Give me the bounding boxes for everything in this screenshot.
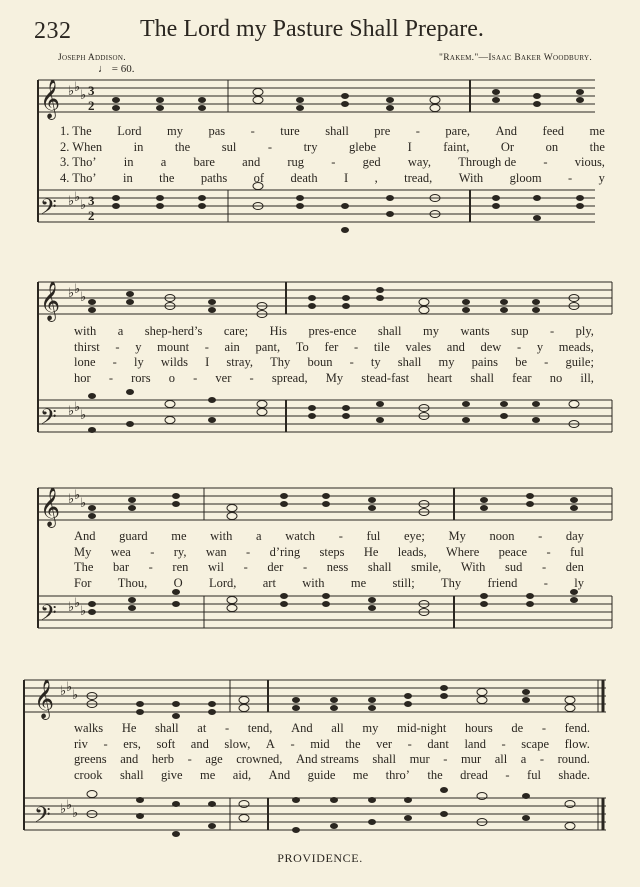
lyric-syllable: pant, bbox=[255, 339, 281, 354]
lyric-syllable: ill, bbox=[580, 370, 594, 385]
lyric-syllable: And bbox=[268, 767, 291, 782]
lyric-syllable: and bbox=[242, 155, 261, 169]
lyric-syllable: With bbox=[460, 560, 486, 574]
author-credit: Joseph Addison. bbox=[58, 53, 126, 63]
lyric-syllable: - bbox=[549, 324, 555, 338]
svg-text:♭: ♭ bbox=[68, 403, 75, 418]
lyric-syllable: give bbox=[161, 767, 183, 782]
lyric-syllable: ry, bbox=[173, 544, 187, 559]
lyric-syllable: of bbox=[253, 170, 265, 185]
lyric-syllable: a bbox=[160, 155, 167, 169]
lyric-syllable: - bbox=[246, 544, 251, 559]
lyric-syllable: sul bbox=[221, 139, 237, 154]
svg-text:♭: ♭ bbox=[80, 289, 87, 304]
composer-credit: "Rakem."—Isaac Baker Woodbury. bbox=[439, 53, 592, 63]
lyric-syllable: - bbox=[567, 170, 573, 185]
lyric-syllable: leads, bbox=[397, 544, 427, 559]
lyric-syllable: land bbox=[464, 736, 486, 751]
svg-text:♭: ♭ bbox=[66, 797, 73, 812]
lyric-syllable: pains bbox=[471, 355, 499, 369]
lyric-syllable: round. bbox=[557, 752, 590, 766]
lyric-syllable: stray, bbox=[226, 355, 254, 369]
lyric-syllable: His bbox=[269, 324, 288, 338]
lyric-syllable: with bbox=[210, 529, 233, 543]
lyric-syllable: - bbox=[353, 339, 359, 354]
lyric-syllable: - bbox=[267, 139, 273, 154]
lyric-syllable: pres-ence bbox=[308, 324, 357, 338]
lyric-syllable: ver bbox=[376, 736, 393, 751]
lyric-syllable: - bbox=[415, 124, 420, 138]
lyric-syllable: stead-fast bbox=[361, 370, 410, 385]
lyric-syllable: - bbox=[302, 560, 308, 574]
svg-text:𝄢: 𝄢 bbox=[40, 405, 57, 435]
lyric-syllable: shep-herd’s bbox=[144, 324, 203, 338]
lyric-syllable: ply, bbox=[575, 324, 594, 338]
lyric-syllable: on bbox=[545, 139, 559, 154]
lyric-syllable: way, bbox=[407, 155, 431, 169]
lyric-syllable: crook bbox=[74, 767, 103, 782]
lyric-syllable: 1. The bbox=[60, 124, 92, 138]
lyric-syllable: - bbox=[539, 752, 545, 766]
lyric-syllable: tread, bbox=[404, 170, 433, 185]
svg-text:𝄞: 𝄞 bbox=[40, 79, 61, 119]
svg-text:𝄞: 𝄞 bbox=[34, 679, 55, 719]
lyric-syllable: a bbox=[117, 324, 124, 338]
lyric-syllable: To bbox=[295, 339, 309, 354]
lyric-syllable: , bbox=[374, 170, 378, 185]
lyric-syllable: my bbox=[422, 324, 439, 338]
svg-text:♭: ♭ bbox=[60, 683, 67, 698]
svg-text:♭: ♭ bbox=[68, 491, 75, 506]
lyric-syllable: all bbox=[494, 752, 508, 766]
lyric-syllable: He bbox=[363, 544, 379, 559]
lyric-syllable: wan bbox=[205, 544, 227, 559]
lyric-syllable: - bbox=[543, 155, 548, 169]
lyric-syllable: ly bbox=[574, 575, 584, 590]
lyric-syllable: sup bbox=[511, 324, 529, 338]
svg-text:♭: ♭ bbox=[68, 193, 75, 208]
lyric-syllable: me bbox=[350, 575, 367, 590]
lyric-syllable: ful bbox=[527, 767, 541, 782]
lyric-syllable: care; bbox=[223, 324, 249, 338]
lyric-syllable: shall bbox=[367, 560, 392, 574]
lyric-syllable: I bbox=[205, 355, 210, 369]
lyric-syllable: faint, bbox=[443, 139, 470, 154]
lyric-syllable: ain bbox=[224, 339, 240, 354]
lyric-syllable: eye; bbox=[404, 529, 425, 543]
lyric-syllable: herb bbox=[151, 752, 175, 766]
lyric-syllable: y bbox=[598, 170, 605, 185]
lyric-syllable: paths bbox=[200, 170, 228, 185]
lyric-syllable: wil bbox=[207, 560, 224, 574]
lyric-syllable: art bbox=[262, 575, 276, 590]
lyric-syllable: - bbox=[541, 721, 546, 735]
lyric-syllable: And bbox=[74, 529, 96, 543]
lyric-syllable: 4. Tho’ bbox=[60, 170, 97, 185]
lyric-syllable: ture bbox=[280, 124, 300, 138]
lyric-syllable: o bbox=[168, 370, 175, 385]
lyric-syllable: slow, bbox=[224, 736, 251, 751]
lyric-syllable: the bbox=[174, 139, 191, 154]
svg-text:♭: ♭ bbox=[74, 79, 81, 94]
lyric-syllable: Through de bbox=[458, 155, 517, 169]
svg-text:𝄞: 𝄞 bbox=[40, 487, 61, 527]
lyric-syllable: - bbox=[108, 370, 113, 385]
lyric-syllable: wea bbox=[110, 544, 131, 559]
lyric-syllable: and bbox=[446, 339, 465, 354]
lyric-syllable: - bbox=[115, 339, 120, 354]
lyric-syllable: shall bbox=[119, 767, 144, 782]
lyric-syllable: guard bbox=[119, 529, 148, 543]
lyric-syllable: I bbox=[344, 170, 349, 185]
lyric-syllable: my bbox=[438, 355, 455, 369]
lyric-syllable: The bbox=[74, 560, 94, 574]
lyric-syllable: - bbox=[407, 736, 412, 751]
lyric-syllable: And bbox=[495, 124, 518, 138]
lyric-syllable: - bbox=[349, 355, 354, 369]
lyric-syllable: glebe bbox=[348, 139, 377, 154]
lyric-line bbox=[74, 737, 590, 753]
lyric-syllable: thirst bbox=[74, 339, 100, 354]
lyric-syllable: mid bbox=[310, 736, 330, 751]
lyric-syllable: And streams bbox=[295, 752, 359, 766]
lyric-syllable: the bbox=[345, 736, 361, 751]
lyric-syllable: smile, bbox=[411, 560, 442, 574]
lyric-syllable: scape bbox=[521, 736, 550, 751]
svg-text:♭: ♭ bbox=[68, 83, 75, 98]
lyric-syllable: ful bbox=[366, 529, 381, 543]
svg-text:2: 2 bbox=[88, 98, 95, 113]
lyric-syllable: vious, bbox=[574, 155, 605, 169]
lyric-syllable: - bbox=[193, 370, 198, 385]
lyric-syllable: heart bbox=[427, 370, 453, 385]
lyric-syllable: hours bbox=[464, 721, 493, 735]
lyric-syllable: ful bbox=[569, 544, 584, 559]
lyric-syllable: ged bbox=[362, 155, 381, 169]
lyric-syllable: I bbox=[407, 139, 412, 154]
lyric-syllable: dread bbox=[460, 767, 488, 782]
lyric-syllable: O bbox=[173, 575, 183, 590]
lyric-syllable: fend. bbox=[564, 721, 590, 735]
lyric-syllable: mid-night bbox=[397, 721, 447, 735]
lyric-syllable: - bbox=[542, 560, 547, 574]
svg-text:𝄢: 𝄢 bbox=[40, 601, 57, 631]
lyric-syllable: - bbox=[544, 355, 549, 369]
lyric-syllable: ers, bbox=[123, 736, 141, 751]
lyric-syllable: soft bbox=[156, 736, 176, 751]
lyric-syllable: mur bbox=[461, 752, 482, 766]
lyric-syllable: crowned, bbox=[236, 752, 283, 766]
lyric-syllable: der bbox=[267, 560, 284, 574]
lyric-syllable: me bbox=[352, 767, 369, 782]
lyric-syllable: the bbox=[589, 139, 605, 154]
lyric-syllable: - bbox=[150, 544, 155, 559]
lyric-syllable: shall bbox=[470, 370, 495, 385]
lyric-line bbox=[74, 768, 590, 784]
lyric-syllable: all bbox=[331, 721, 344, 735]
lyric-syllable: Thou, bbox=[117, 575, 148, 590]
lyric-syllable: 3. Tho’ bbox=[60, 155, 97, 169]
lyric-syllable: shall bbox=[155, 721, 179, 735]
lyric-syllable: aid, bbox=[232, 767, 252, 782]
lyric-syllable: steps bbox=[319, 544, 345, 559]
lyric-syllable: me bbox=[200, 767, 216, 782]
lyric-syllable: - bbox=[187, 752, 192, 766]
lyric-syllable: pas bbox=[208, 124, 226, 138]
lyric-syllable: - bbox=[243, 560, 248, 574]
lyric-syllable: my bbox=[362, 721, 379, 735]
lyric-syllable: tile bbox=[373, 339, 390, 354]
lyric-syllable: Lord bbox=[117, 124, 142, 138]
lyric-syllable: riv bbox=[74, 736, 88, 751]
lyric-syllable: de bbox=[511, 721, 524, 735]
lyric-syllable: Lord, bbox=[208, 575, 237, 590]
lyric-syllable: meads, bbox=[558, 339, 594, 354]
svg-text:♭: ♭ bbox=[74, 399, 81, 414]
svg-text:2: 2 bbox=[88, 208, 95, 223]
lyric-syllable: no bbox=[549, 370, 563, 385]
lyric-syllable: wants bbox=[460, 324, 490, 338]
lyric-syllable: in bbox=[123, 170, 133, 185]
lyric-syllable: vales bbox=[405, 339, 432, 354]
lyric-syllable: - bbox=[250, 124, 255, 138]
svg-text:𝄢: 𝄢 bbox=[34, 803, 51, 833]
hymn-title: The Lord my Pasture Shall Prepare. bbox=[140, 16, 484, 42]
lyric-syllable: mount bbox=[157, 339, 190, 354]
svg-text:♭: ♭ bbox=[74, 189, 81, 204]
lyric-syllable: sud bbox=[505, 560, 523, 574]
lyric-syllable: mur bbox=[409, 752, 430, 766]
lyric-syllable: - bbox=[112, 355, 117, 369]
lyric-syllable: - bbox=[538, 529, 543, 543]
lyric-syllable: ty bbox=[370, 355, 381, 369]
lyric-syllable: Thy bbox=[270, 355, 291, 369]
lyric-syllable: My bbox=[325, 370, 344, 385]
lyric-syllable: A bbox=[265, 736, 275, 751]
lyric-syllable: in bbox=[123, 155, 134, 169]
lyric-syllable: boun bbox=[307, 355, 333, 369]
lyric-syllable: My bbox=[74, 544, 92, 559]
lyric-syllable: y bbox=[536, 339, 544, 354]
lyric-syllable: day bbox=[565, 529, 584, 543]
lyric-syllable: - bbox=[331, 155, 336, 169]
lyric-syllable: with bbox=[74, 324, 97, 338]
lyric-syllable: rug bbox=[287, 155, 305, 169]
lyric-syllable: dew bbox=[480, 339, 502, 354]
lyric-syllable: at bbox=[197, 721, 207, 735]
lyric-syllable: gloom bbox=[509, 170, 542, 185]
lyric-syllable: - bbox=[224, 721, 230, 735]
svg-text:♭: ♭ bbox=[60, 801, 67, 816]
lyric-syllable: feed bbox=[542, 124, 565, 138]
lyric-syllable: dant bbox=[427, 736, 449, 751]
lyric-syllable: walks bbox=[74, 721, 104, 735]
lyric-syllable: For bbox=[74, 575, 92, 590]
lyric-syllable: ness bbox=[326, 560, 349, 574]
lyric-syllable: My bbox=[448, 529, 466, 543]
lyric-syllable: Where bbox=[445, 544, 480, 559]
lyric-syllable: - bbox=[501, 736, 506, 751]
lyric-syllable: lone bbox=[74, 355, 96, 369]
lyric-syllable: shall bbox=[372, 752, 396, 766]
lyric-syllable: fear bbox=[512, 370, 532, 385]
lyric-syllable: 2. When bbox=[60, 139, 103, 154]
lyric-syllable: friend bbox=[487, 575, 518, 590]
lyric-syllable: hor bbox=[74, 370, 91, 385]
lyric-syllable: Thy bbox=[441, 575, 462, 590]
lyric-syllable: - bbox=[249, 370, 254, 385]
lyric-syllable: pre bbox=[374, 124, 391, 138]
svg-text:♭: ♭ bbox=[80, 87, 87, 102]
lyric-syllable: a bbox=[520, 752, 527, 766]
lyric-syllable: noon bbox=[489, 529, 515, 543]
verse-lyrics-4 bbox=[74, 721, 590, 783]
lyric-syllable: shall bbox=[377, 324, 402, 338]
lyric-syllable: with bbox=[302, 575, 325, 590]
lyric-syllable: guile; bbox=[565, 355, 594, 369]
lyric-syllable: me bbox=[589, 124, 605, 138]
lyric-syllable: flow. bbox=[564, 736, 590, 751]
svg-text:♭: ♭ bbox=[74, 487, 81, 502]
svg-text:♭: ♭ bbox=[80, 495, 87, 510]
lyric-line bbox=[74, 752, 590, 768]
lyric-syllable: still; bbox=[392, 575, 415, 590]
tune-name: PROVIDENCE. bbox=[277, 851, 363, 865]
tempo-marking: ♩ = 60. bbox=[98, 63, 135, 75]
svg-text:♭: ♭ bbox=[80, 197, 87, 212]
lyric-syllable: guide bbox=[307, 767, 336, 782]
lyric-syllable: - bbox=[338, 529, 343, 543]
lyric-syllable: den bbox=[565, 560, 584, 574]
lyric-syllable: shade. bbox=[558, 767, 590, 782]
lyric-syllable: greens bbox=[74, 752, 107, 766]
svg-text:♭: ♭ bbox=[74, 281, 81, 296]
page-number: 232 bbox=[34, 18, 72, 44]
lyric-syllable: - bbox=[546, 544, 551, 559]
lyric-syllable: and bbox=[190, 736, 209, 751]
lyric-syllable: try bbox=[303, 139, 318, 154]
lyric-syllable: y bbox=[135, 339, 142, 354]
lyric-syllable: ren bbox=[172, 560, 189, 574]
svg-text:♭: ♭ bbox=[72, 687, 79, 702]
lyric-syllable: wilds bbox=[160, 355, 188, 369]
lyric-syllable: shall bbox=[325, 124, 349, 138]
lyric-syllable: watch bbox=[285, 529, 316, 543]
lyric-syllable: - bbox=[103, 736, 108, 751]
lyric-syllable: And bbox=[291, 721, 313, 735]
svg-text:3: 3 bbox=[88, 193, 95, 208]
lyric-syllable: bar bbox=[113, 560, 130, 574]
lyric-syllable: in bbox=[133, 139, 144, 154]
lyric-syllable: be bbox=[515, 355, 527, 369]
svg-text:♭: ♭ bbox=[80, 407, 87, 422]
lyric-syllable: me bbox=[171, 529, 187, 543]
svg-text:♭: ♭ bbox=[68, 285, 75, 300]
lyric-syllable: spread, bbox=[271, 370, 308, 385]
lyric-syllable: death bbox=[290, 170, 318, 185]
lyric-syllable: shall bbox=[397, 355, 422, 369]
lyric-syllable: bare bbox=[193, 155, 215, 169]
lyric-syllable: age bbox=[205, 752, 223, 766]
lyric-syllable: peace bbox=[498, 544, 528, 559]
lyric-syllable: - bbox=[204, 339, 209, 354]
lyric-line bbox=[74, 721, 590, 737]
lyric-syllable: - bbox=[516, 339, 522, 354]
lyric-syllable: tend, bbox=[247, 721, 273, 735]
lyric-syllable: ver bbox=[215, 370, 232, 385]
svg-text:𝄞: 𝄞 bbox=[40, 281, 61, 321]
svg-text:♭: ♭ bbox=[74, 595, 81, 610]
lyric-syllable: rors bbox=[131, 370, 151, 385]
svg-text:♭: ♭ bbox=[72, 805, 79, 820]
lyric-syllable: Or bbox=[500, 139, 515, 154]
lyric-syllable: - bbox=[148, 560, 153, 574]
svg-text:𝄢: 𝄢 bbox=[40, 195, 57, 225]
lyric-syllable: He bbox=[121, 721, 137, 735]
lyric-syllable: With bbox=[458, 170, 484, 185]
svg-text:♭: ♭ bbox=[68, 599, 75, 614]
lyric-syllable: ly bbox=[133, 355, 144, 369]
svg-text:♭: ♭ bbox=[80, 603, 87, 618]
lyric-syllable: thro’ bbox=[385, 767, 410, 782]
lyric-syllable: - bbox=[505, 767, 510, 782]
lyric-syllable: - bbox=[443, 752, 448, 766]
lyric-syllable: d’ring bbox=[269, 544, 301, 559]
lyric-syllable: and bbox=[120, 752, 139, 766]
lyric-syllable: - bbox=[543, 575, 548, 590]
lyric-syllable: pare, bbox=[445, 124, 471, 138]
lyric-syllable: my bbox=[167, 124, 183, 138]
svg-text:3: 3 bbox=[88, 83, 95, 98]
lyric-syllable: the bbox=[159, 170, 175, 185]
lyric-syllable: fer bbox=[324, 339, 339, 354]
lyric-syllable: - bbox=[290, 736, 295, 751]
lyric-syllable: the bbox=[427, 767, 443, 782]
svg-text:♭: ♭ bbox=[66, 679, 73, 694]
lyric-syllable: a bbox=[256, 529, 262, 543]
